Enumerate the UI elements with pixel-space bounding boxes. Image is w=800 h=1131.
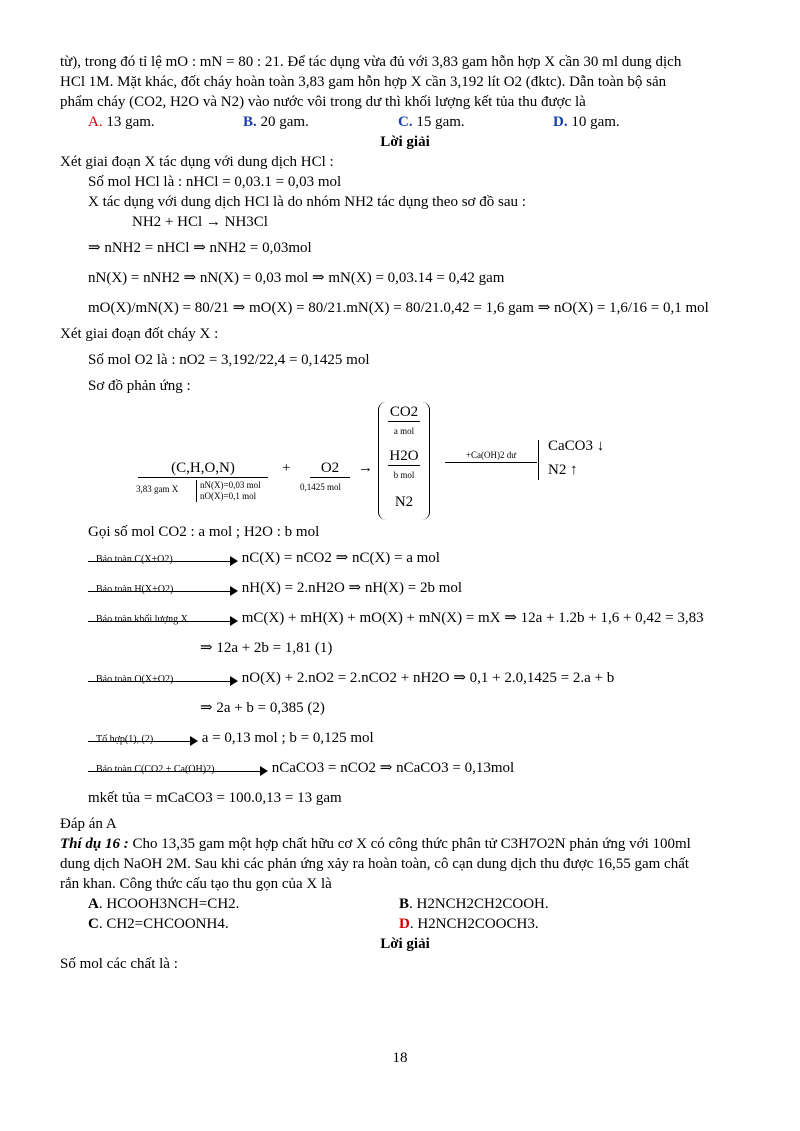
- combustion-scheme: [60, 402, 750, 522]
- conservation-c: Bảo toàn C(X+O2) nC(X) = nCO2 ⇒ nC(X) = a mol: [60, 544, 750, 572]
- stage2-heading: Xét giai đoạn đốt cháy X :: [60, 326, 219, 342]
- reaction-arrow: →: [358, 460, 373, 476]
- option-b: B. H2NCH2CH2COOH.: [399, 896, 549, 912]
- reactant-mass: 3,83 gam X: [136, 484, 179, 494]
- option-d: D. H2NCH2COOCH3.: [399, 916, 539, 932]
- answer: Đáp án A: [60, 816, 117, 832]
- mol-o2: Số mol O2 là : nO2 = 3,192/22,4 = 0,1425 mol: [88, 352, 370, 368]
- o2-moles: 0,1425 mol: [300, 482, 342, 492]
- equation-1: ⇒ 12a + 2b = 1,81 (1): [200, 640, 333, 656]
- conservation-mass: Bảo toàn khối lượng X mC(X) + mH(X) + mO(X) + mN(X) = mX ⇒ 12a + 1.2b + 1,6 + 0,42 = 3,83: [60, 604, 750, 632]
- option-c: C. CH2=CHCOONH4.: [88, 916, 229, 932]
- equation-2: ⇒ 2a + b = 0,385 (2): [200, 700, 325, 716]
- mol-hcl: Số mol HCl là : nHCl = 0,03.1 = 0,03 mol: [88, 174, 342, 190]
- intro-line: phẩm cháy (CO2, H2O và N2) vào nước vôi trong dư thì khối lượng kết tủa thu được là: [60, 94, 586, 110]
- conservation-o: Bảo toàn O(X+O2) nO(X) + 2.nO2 = 2.nCO2 + nH2O ⇒ 0,1 + 2.0,1425 = 2.a + b: [60, 664, 750, 692]
- co2-moles: a mol: [393, 426, 415, 436]
- h2o-moles: b mol: [393, 470, 415, 480]
- solution-title: Lời giải: [380, 936, 430, 952]
- example16-text: dung dịch NaOH 2M. Sau khi các phản ứng xảy ra hoàn toàn, cô cạn dung dịch thu được 16,55 gam chất: [60, 856, 690, 872]
- equation: nN(X) = nNH2 ⇒ nN(X) = 0,03 mol ⇒ mN(X) = 0,03.14 = 0,42 gam: [88, 270, 505, 286]
- document-page: [60, 52, 750, 974]
- scheme-label: Sơ đồ phản ứng :: [88, 378, 191, 394]
- n2-gas: N2 ↑: [548, 462, 578, 478]
- example16-text: rắn khan. Công thức cấu tạo thu gọn của X là: [60, 876, 332, 892]
- intro-line: từ), trong đó tỉ lệ mO : mN = 80 : 21. Để tác dụng vừa đủ với 3,83 gam hỗn hợp X cần 30 ml dung dịch: [60, 54, 682, 70]
- example16-text: Thí dụ 16 : Cho 13,35 gam một hợp chất hữu cơ X có công thức phân tử C3H7O2N phản ứng với 100ml: [60, 836, 691, 852]
- page-number: 18: [392, 1050, 408, 1066]
- conservation-h: Bảo toàn H(X+O2) nH(X) = 2.nH2O ⇒ nH(X) = 2b mol: [60, 574, 750, 602]
- caco3-precipitate: CaCO3 ↓: [548, 438, 605, 454]
- option-d: D. 10 gam.: [553, 114, 620, 130]
- limewater-arrow: +Ca(OH)2 dư: [445, 450, 537, 463]
- nh2-scheme: NH2 + HCl → NH3Cl: [132, 214, 268, 230]
- precipitate-mass: mkết tủa = mCaCO3 = 100.0,13 = 13 gam: [88, 790, 342, 806]
- co2-product: CO2: [389, 404, 419, 420]
- q15-options: [60, 112, 750, 132]
- option-a: A. HCOOH3NCH=CH2.: [88, 896, 240, 912]
- h2o-product: H2O: [389, 448, 419, 464]
- option-a: A. 13 gam.: [88, 114, 155, 130]
- plus-sign: +: [282, 460, 291, 476]
- n2-product: N2: [394, 494, 414, 510]
- solution-title: Lời giải: [380, 134, 430, 150]
- reactant: (C,H,O,N): [138, 460, 268, 478]
- equation: mO(X)/mN(X) = 80/21 ⇒ mO(X) = 80/21.mN(X) = 80/21.0,42 = 1,6 gam ⇒ nO(X) = 1,6/16 = 0,1 mol: [88, 300, 709, 316]
- stage1-heading: Xét giai đoạn X tác dụng với dung dịch HCl :: [60, 154, 334, 170]
- option-b: B. 20 gam.: [243, 114, 309, 130]
- conservation-ca: Bảo toàn C(CO2 + Ca(OH)2) nCaCO3 = nCO2 ⇒ nCaCO3 = 0,13mol: [60, 754, 750, 782]
- mole-assignment: Gọi số mol CO2 : a mol ; H2O : b mol: [88, 524, 320, 540]
- option-c: C. 15 gam.: [398, 114, 465, 130]
- example16-options: [60, 894, 750, 934]
- combine-result: Tổ hợp(1), (2) a = 0,13 mol ; b = 0,125 mol: [60, 724, 750, 752]
- mol-intro: Số mol các chất là :: [60, 956, 178, 972]
- reactant-moles: nN(X)=0,03 mol nO(X)=0,1 mol: [196, 480, 261, 502]
- equation: ⇒ nNH2 = nHCl ⇒ nNH2 = 0,03mol: [88, 240, 312, 256]
- react-note: X tác dụng với dung dịch HCl là do nhóm NH2 tác dụng theo sơ đồ sau :: [88, 194, 526, 210]
- intro-line: HCl 1M. Mặt khác, đốt cháy hoàn toàn 3,83 gam hỗn hợp X cần 3,192 lít O2 (đktc). Dẫn toàn bộ sản: [60, 74, 667, 90]
- o2-reactant: O2: [310, 460, 350, 478]
